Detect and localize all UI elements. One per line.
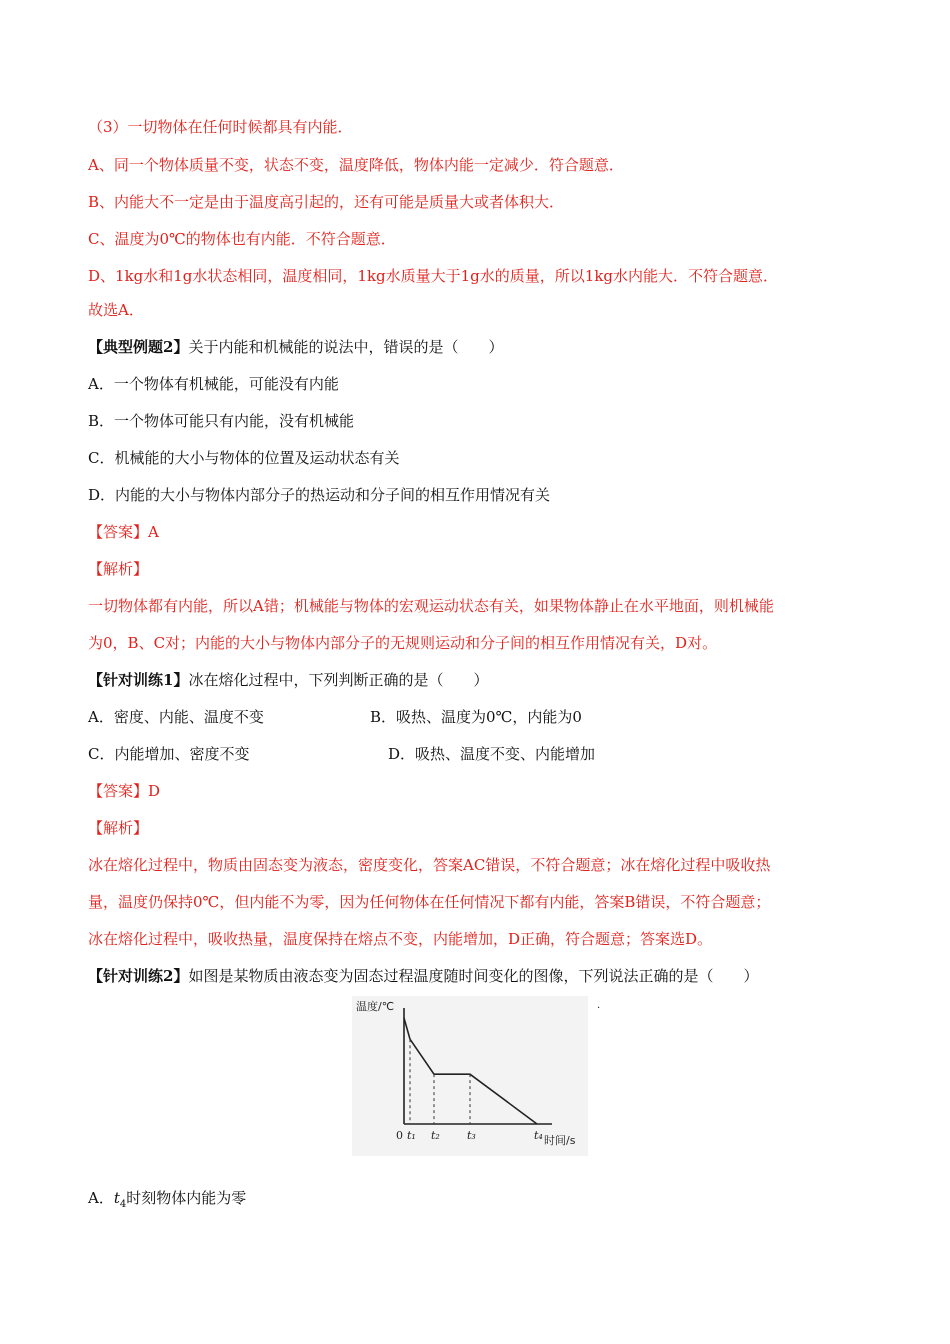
training1-answer <box>88 781 160 801</box>
example2-option-a: A．一个物体有机械能，可能没有内能 <box>88 375 339 393</box>
x-tick-label-2: t₂ <box>431 1129 440 1142</box>
example2-analysis-line2: 为0，B、C对；内能的大小与物体内部分子的无规则运动和分子间的相互作用情况有关，D对。 <box>88 634 718 652</box>
temperature-time-chart <box>352 996 588 1156</box>
stray-dot: . <box>597 1000 601 1011</box>
x-axis-label: 时间/s <box>544 1134 576 1147</box>
y-axis-label: 温度/℃ <box>356 1000 395 1013</box>
example2-analysis-tag: 【解析】 <box>88 560 149 578</box>
training1-question <box>88 670 488 690</box>
analysis-option-c: C、温度为0℃的物体也有内能．不符合题意． <box>88 230 396 248</box>
training1-option-a: A．密度、内能、温度不变 <box>88 708 264 726</box>
training1-option-c: C．内能增加、密度不变 <box>88 745 250 763</box>
analysis-point-3: （3）一切物体在任何时候都具有内能． <box>88 118 353 136</box>
training1-option-d: D．吸热、温度不变、内能增加 <box>388 745 596 763</box>
example2-question <box>88 337 503 357</box>
example2-answer-value: A <box>148 523 159 541</box>
analysis-conclusion: 故选A． <box>88 301 144 319</box>
x-tick-label-0: 0 <box>396 1129 403 1142</box>
training1-answer-value: D <box>148 782 161 800</box>
training2-option-a <box>88 1188 246 1211</box>
training1-tag: 【针对训练1】 <box>88 671 189 689</box>
training1-analysis-line2: 量，温度仍保持0℃，但内能不为零，因为任何物体在任何情况下都有内能，答案B错误，不符合题意； <box>88 893 771 911</box>
training1-option-b: B．吸热、温度为0℃，内能为0 <box>370 708 582 726</box>
analysis-option-b: B、内能大不一定是由于温度高引起的，还有可能是质量大或者体积大． <box>88 193 565 211</box>
example2-tag: 【典型例题2】 <box>88 338 189 356</box>
example2-question-text: 关于内能和机械能的说法中，错误的是（ ） <box>188 338 504 356</box>
example2-analysis-line1: 一切物体都有内能，所以A错；机械能与物体的宏观运动状态有关，如果物体静止在水平地面，则机械能 <box>88 597 774 615</box>
training1-analysis-line3: 冰在熔化过程中，吸收热量，温度保持在熔点不变，内能增加，D正确，符合题意；答案选D。 <box>88 930 713 948</box>
training2-option-a-var: t <box>113 1189 120 1207</box>
training2-option-a-prefix: A． <box>88 1189 114 1207</box>
example2-answer-tag: 【答案】 <box>88 523 149 541</box>
analysis-option-d: D、1kg水和1g水状态相同，温度相同，1kg水质量大于1g水的质量，所以1kg水内能大．不符合题意． <box>88 267 779 285</box>
example2-option-d: D．内能的大小与物体内部分子的热运动和分子间的相互作用情况有关 <box>88 486 551 504</box>
analysis-option-a: A、同一个物体质量不变，状态不变，温度降低，物体内能一定减少．符合题意． <box>88 156 624 174</box>
training2-question-text: 如图是某物质由液态变为固态过程温度随时间变化的图像，下列说法正确的是（ ） <box>188 967 759 985</box>
x-tick-label-3: t₃ <box>467 1129 476 1142</box>
training1-question-text: 冰在熔化过程中，下列判断正确的是（ ） <box>188 671 489 689</box>
training2-option-a-sub: 4 <box>119 1199 127 1210</box>
example2-answer <box>88 522 159 542</box>
temperature-line <box>404 1018 537 1124</box>
training1-analysis-line1: 冰在熔化过程中，物质由固态变为液态，密度变化，答案AC错误，不符合题意；冰在熔化过程中吸收热 <box>88 856 771 874</box>
x-tick-label-1: t₁ <box>407 1129 416 1142</box>
training1-analysis-tag: 【解析】 <box>88 819 149 837</box>
temperature-time-figure <box>352 996 588 1156</box>
training2-question <box>88 966 758 986</box>
example2-option-b: B．一个物体可能只有内能，没有机械能 <box>88 412 355 430</box>
x-tick-label-4: t₄ <box>534 1129 543 1142</box>
training1-answer-tag: 【答案】 <box>88 782 149 800</box>
training2-tag: 【针对训练2】 <box>88 967 189 985</box>
training2-option-a-text: 时刻物体内能为零 <box>126 1189 247 1207</box>
example2-option-c: C．机械能的大小与物体的位置及运动状态有关 <box>88 449 400 467</box>
